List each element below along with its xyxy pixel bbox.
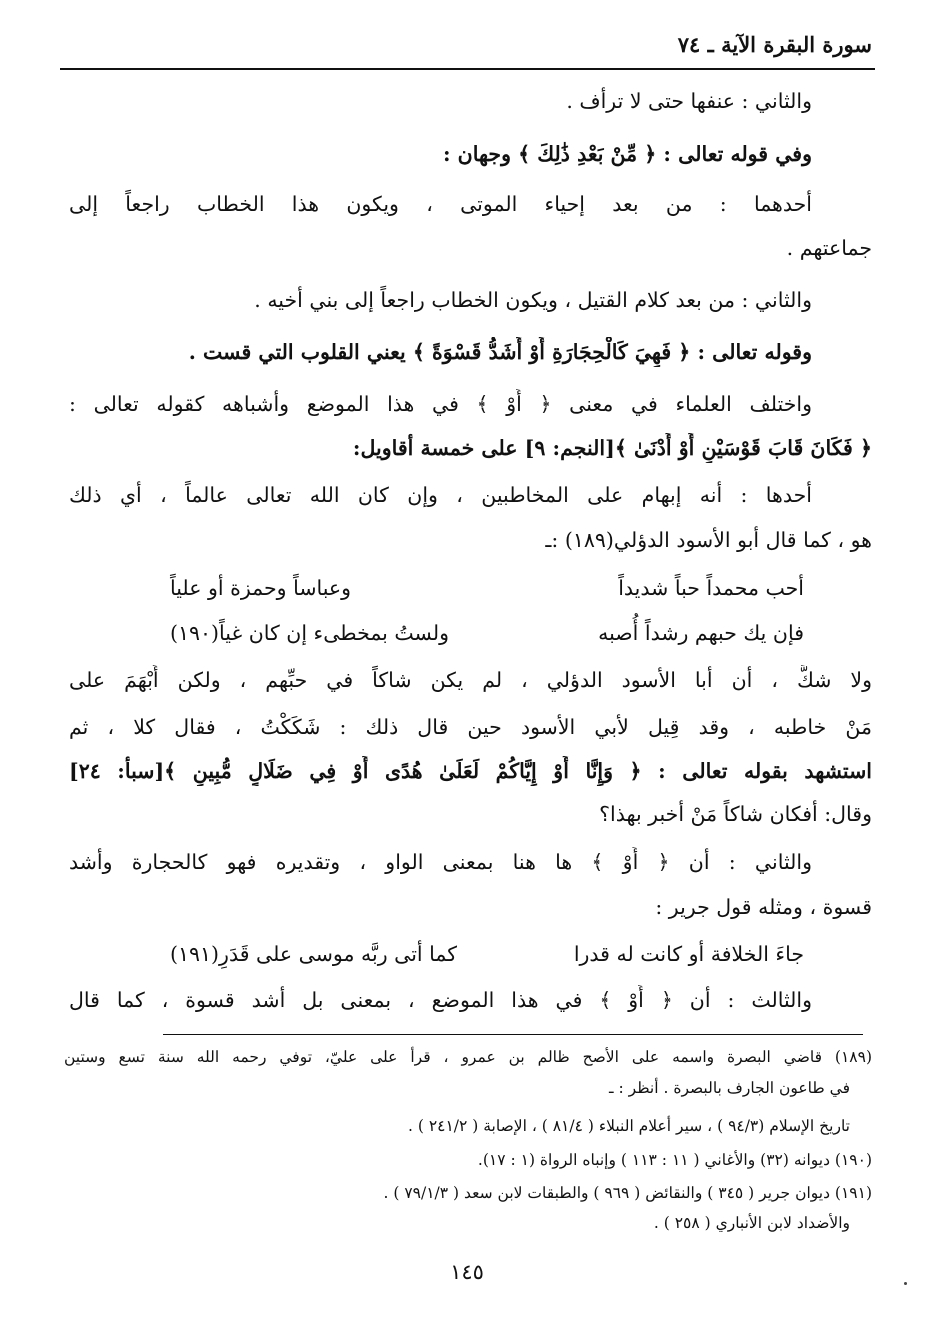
text-line: وفي قوله تعالى : ﴿ مِّنْ بَعْدِ ذَٰلِكَ ﴾ وجهان : <box>442 142 812 166</box>
verse-hemistich: فإن يك حبهم رشداً أُصبه <box>598 621 804 645</box>
text-line: واختلف العلماء في معنى ﴿ أَوْ ﴾ في هذا الموضع وأشباهه كقوله تعالى : <box>69 392 812 416</box>
footnote-line: تاريخ الإسلام (٩٤/٣ ) ، سير أعلام النبلاء ( ٨١/٤ ) ، الإصابة ( ٢٤١/٢ ) . <box>407 1117 850 1135</box>
text-line: مَنْ خاطبه ، وقد قِيل لأبي الأسود حين قال ذلك : شَكَكْتُ ، فقال كلا ، ثم <box>69 715 872 739</box>
footnote-rule <box>163 1034 863 1035</box>
page-number: ١٤٥ <box>450 1260 484 1284</box>
text-line: والثاني : عنفها حتى لا ترأف . <box>566 89 812 113</box>
text-line: ولا شكَّ ، أن أبا الأسود الدؤلي ، لم يكن شاكاً في حبِّهم ، ولكن أَبْهَمَ على <box>69 668 872 692</box>
footnote-line: (١٩١) ديوان جرير ( ٣٤٥ ) والنقائض ( ٩٦٩ ) والطبقات لابن سعد ( ٧٩/١/٣ ) . <box>383 1184 872 1202</box>
text-line: استشهد بقوله تعالى : ﴿ وَإِنَّا أَوْ إِيَّاكُمْ لَعَلَىٰ هُدًى أَوْ فِي ضَلَالٍ مُّبِينٍ ﴾[سبأ: ٢٤] <box>69 759 872 783</box>
verse-hemistich: ولستُ بمخطىء إن كان غياً(١٩٠) <box>170 621 449 645</box>
text-line: جماعتهم . <box>786 236 872 260</box>
footnote-line: (١٩٠) ديوانه (٣٢) والأغاني ( ١١ : ١١٣ ) وإنباه الرواة (١ : ١٧). <box>477 1151 872 1169</box>
text-line: أحدهما : من بعد إحياء الموتى ، ويكون هذا الخطاب راجعاً إلى <box>69 192 812 216</box>
text-line: أحدها : أنه إبهام على المخاطبين ، وإن كان الله تعالى عالماً ، أي ذلك <box>69 483 812 507</box>
verse-hemistich: وعباساً وحمزة أو علياً <box>170 576 352 600</box>
text-line: ﴿ فَكَانَ قَابَ قَوْسَيْنِ أَوْ أَدْنَىٰ ﴾[النجم: ٩] على خمسة أقاويل: <box>352 436 872 460</box>
footnote-line: في طاعون الجارف بالبصرة . أنظر : ـ <box>609 1079 850 1097</box>
verse-hemistich: جاءَ الخلافة أو كانت له قدرا <box>573 942 804 966</box>
verse-hemistich: أحب محمداً حباً شديداً <box>618 576 804 600</box>
header-rule <box>60 68 875 70</box>
text-line: قسوة ، ومثله قول جرير : <box>655 895 872 919</box>
text-line: وقال: أفكان شاكاً مَنْ أخبر بهذا؟ <box>599 802 872 826</box>
text-line: والثاني : أن ﴿ أَوْ ﴾ ها هنا بمعنى الواو ، وتقديره فهو كالحجارة وأشد <box>69 850 812 874</box>
verse-hemistich: كما أتى ربَّه موسى على قَدَرِ(١٩١) <box>170 942 457 966</box>
text-line: والثالث : أن ﴿ أَوْ ﴾ في هذا الموضع ، بمعنى بل أشد قسوة ، كما قال <box>69 988 812 1012</box>
running-header-title: سورة البقرة الآية ـ ٧٤ <box>677 32 872 57</box>
scan-speck <box>904 1282 907 1285</box>
footnote-line: والأضداد لابن الأنباري ( ٢٥٨ ) . <box>653 1214 850 1232</box>
text-line: والثاني : من بعد كلام القتيل ، ويكون الخطاب راجعاً إلى بني أخيه . <box>254 288 812 312</box>
footnote-line: (١٨٩) قاضي البصرة واسمه على الأصح ظالم بن عمرو ، قرأ على عليّ، توفي رحمه الله سنة تسع وستين <box>64 1048 872 1066</box>
text-line: وقوله تعالى : ﴿ فَهِيَ كَالْحِجَارَةِ أَوْ أَشَدُّ قَسْوَةً ﴾ يعني القلوب التي قست . <box>188 340 812 364</box>
text-line: هو ، كما قال أبو الأسود الدؤلي(١٨٩) :ـ <box>545 528 872 552</box>
